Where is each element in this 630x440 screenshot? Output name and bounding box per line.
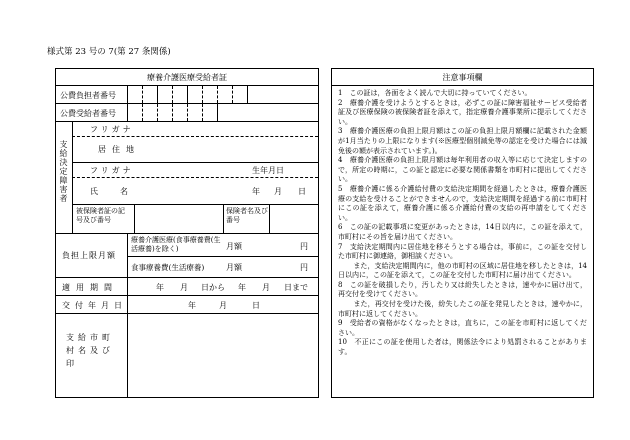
municipality-block: [56, 314, 318, 398]
form-caption: 様式第 23 号の 7(第 27 条関係): [47, 47, 171, 57]
recipient-number-label: 公費受給者番号: [60, 109, 116, 118]
note-item-8: 8 この証を破損したり，汚したり又は紛失したときは，速やかに届け出て，再交付を受けてください。: [338, 280, 587, 299]
name-label: 氏名: [90, 187, 150, 196]
medical-cost-label: 療養介護医療(食事療養費(生活療養)を除く): [131, 236, 221, 253]
note-item-5: 5 療養介護に係る介護給付費の支給決定期間を経過したときは，療養介護医療の支給を受けることができませんので，支給決定期間を経過する前に市町村にこの証を添えて，療養介護に係る介護給付費の支給の再申請をしてください。: [338, 184, 587, 222]
period-from-year: 年: [156, 283, 164, 292]
municipality-label: 支給市町村名及び印: [66, 333, 114, 368]
issue-label: 交付年月日: [62, 301, 127, 310]
insured-number-label: 被保険者証の記号及び番号: [76, 207, 125, 224]
limit-label: 負担上限月額: [62, 251, 116, 260]
furigana-label-1: フリガナ: [90, 125, 134, 134]
period-to-year: 年: [238, 283, 246, 292]
meal-cost-label: 食事療養費(生活療養): [131, 263, 205, 272]
medical-monthly: 月額: [226, 242, 242, 251]
note-item-3: 3 療養介護医療の負担上限月額はこの証の負担上限月額欄に記載された金額が1月当たりの上限になります(※医療型個別減免等の認定を受けた場合には減免後の額が表示されています。)。: [338, 127, 587, 155]
birth-month: 月: [274, 187, 282, 196]
note-item-4: 4 療養介護医療の負担上限月額は毎年利用者の収入等に応じて決定しますので，所定の時期に，この証と認定に必要な関係書類を市町村に提出してください。: [338, 156, 587, 184]
monthly-limit-block: [56, 234, 318, 278]
birth-year: 年: [252, 187, 260, 196]
furigana-label-2: フリガナ: [90, 166, 134, 175]
period-to: 日まで: [284, 283, 308, 292]
note-item-2: 2 療養介護を受けようとするときは，必ずこの証に障害福祉サービス受給者証及び医療保険の被保険者証を添えて，指定療養介護事業所に提示してください。: [338, 98, 587, 126]
note-item-1: 1 この証は，各面をよく読んで大切に持っていてください。: [338, 89, 532, 97]
meal-monthly: 月額: [226, 263, 242, 272]
certificate-form: [55, 68, 319, 398]
meal-yen: 円: [300, 263, 308, 272]
period-from-month: 月: [180, 283, 188, 292]
recipient-number-row: [56, 104, 318, 122]
issue-date-row: [56, 296, 318, 314]
application-period-row: [56, 278, 318, 296]
period-to-month: 月: [262, 283, 270, 292]
payer-number-row: [56, 86, 318, 104]
period-label: 適用期間: [62, 283, 118, 292]
notes-title: 注意事項欄: [332, 69, 593, 86]
birth-date-label: 生年月日: [252, 166, 284, 175]
note-item-7b: また，支給決定期間内に，他の市町村の区域に居住地を移したときは，14日以内に，この証を添えて，この証を交付した市町村に届け出てください。: [338, 261, 587, 280]
notes-panel: [331, 68, 594, 398]
period-from: 日から: [201, 283, 225, 292]
issue-month: 月: [219, 301, 227, 310]
insurer-number-label: 保険者名及び番号: [226, 207, 268, 224]
note-item-8b: また，再交付を受けた後，紛失したこの証を発見したときは，速やかに，市町村に返してください。: [338, 300, 587, 318]
recipient-group-label: 支給決定障害者: [59, 140, 68, 203]
medical-yen: 円: [300, 242, 308, 251]
payer-number-label: 公費負担者番号: [60, 91, 116, 100]
note-item-9: 9 受給者の資格がなくなったときは，直ちに，この証を市町村に返してください。: [338, 319, 587, 337]
notes-body: [332, 86, 593, 358]
recipient-block: [56, 122, 318, 234]
note-item-10: 10 不正にこの証を使用した者は，関係法令により処罰されることがあります。: [338, 338, 587, 357]
note-item-6: 6 この証の記載事項に変更があったときは，14日以内に，この証を添えて，市町村にその旨を届け出てください。: [338, 223, 587, 241]
form-title: 療養介護医療受給者証: [56, 69, 318, 86]
address-label: 居住地: [98, 145, 140, 154]
birth-day: 日: [298, 187, 306, 196]
issue-year: 年: [188, 301, 196, 310]
issue-day: 日: [252, 301, 260, 310]
note-item-7: 7 支給決定期間内に居住地を移そうとする場合は，事前に，この証を交付した市町村に御連絡，御相談ください。: [338, 242, 587, 261]
